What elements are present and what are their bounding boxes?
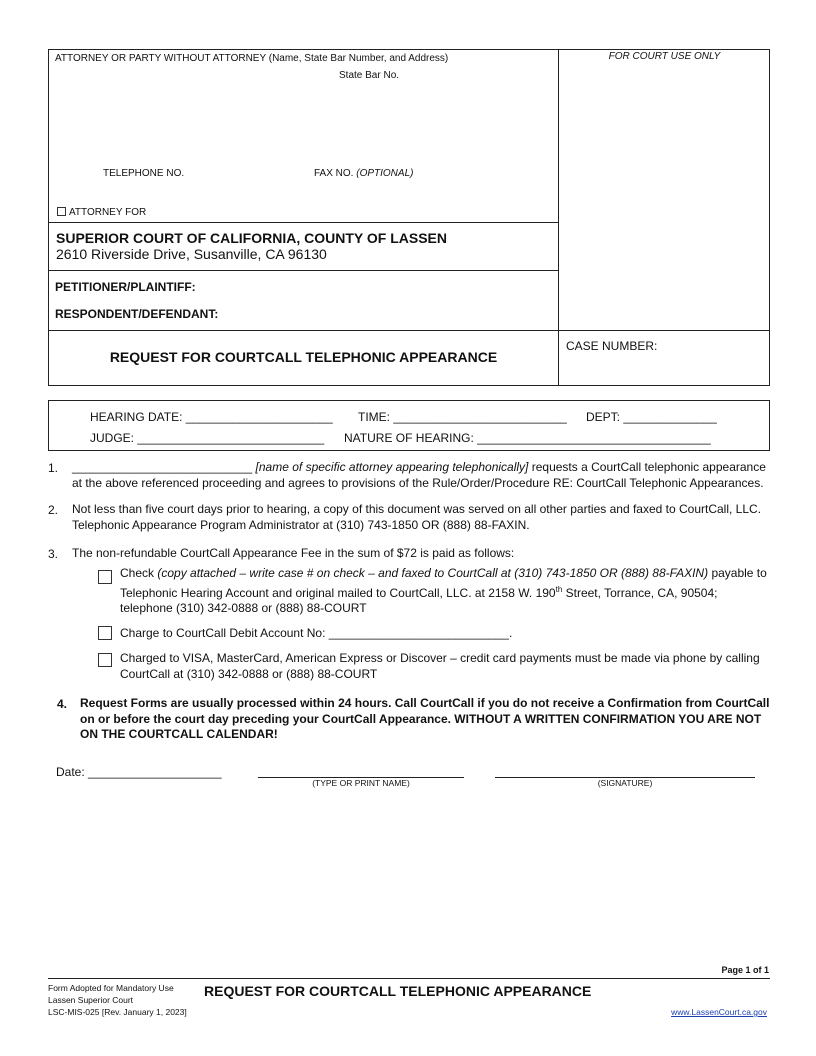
attorney-for-row (57, 207, 146, 218)
form-title: REQUEST FOR COURTCALL TELEPHONIC APPEARANCE (109, 349, 498, 365)
petitioner-label: PETITIONER/PLAINTIFF: (55, 280, 196, 294)
page-number: Page 1 of 1 (721, 965, 769, 975)
check-sup: th (555, 584, 563, 594)
attorney-for-checkbox[interactable] (57, 207, 66, 216)
court-section-bottom (48, 270, 559, 271)
item2-text: Not less than five court days prior to hearing, a copy of this document was served on all other parties and faxed to CourtCall, LLC. Telephonic Appearance Program Administrator at (310) 743-1850 OR (888) 88-FAXIN. (72, 502, 762, 532)
item2-number: 2. (48, 503, 59, 517)
judge-field[interactable]: JUDGE: ____________________________ (90, 431, 325, 445)
attorney-label: ATTORNEY OR PARTY WITHOUT ATTORNEY (Name, State Bar Number, and Address) (55, 53, 449, 64)
fax-optional: (OPTIONAL) (356, 168, 414, 179)
check-lead: Check (120, 566, 155, 580)
footer-form-id: LSC-MIS-025 [Rev. January 1, 2023] (48, 1007, 187, 1017)
item1-italic: [name of specific attorney appearing telephonically] (255, 460, 529, 474)
check-italic: (copy attached – write case # on check – and faxed to CourtCall at (310) 743-1850 OR (888) 88-FAXIN) (157, 566, 709, 580)
footer-website-link[interactable]: www.LassenCourt.ca.gov (671, 1007, 767, 1017)
telephone-label: TELEPHONE NO. (103, 168, 185, 179)
debit-account-checkbox[interactable] (98, 626, 112, 640)
credit-card-text: Charged to VISA, MasterCard, American Express or Discover – credit card payments must be made via phone by calling CourtCall at (310) 342-0888 or (888) 88-COURT (120, 651, 760, 681)
hearing-date-field[interactable]: HEARING DATE: ______________________ (90, 410, 333, 424)
caption-divider (558, 49, 559, 386)
parties-section-bottom (48, 330, 770, 331)
item3-number: 3. (48, 547, 59, 561)
signature-caption: (SIGNATURE) (597, 778, 653, 788)
time-field[interactable]: TIME: __________________________ (358, 410, 567, 424)
name-caption: (TYPE OR PRINT NAME) (312, 778, 410, 788)
check-payment-text (120, 566, 770, 617)
court-name: SUPERIOR COURT OF CALIFORNIA, COUNTY OF LASSEN (56, 230, 447, 246)
date-field[interactable]: Date: ____________________ (56, 765, 222, 779)
attorney-for-label: ATTORNEY FOR (69, 207, 147, 218)
footer-rule (48, 978, 770, 979)
dept-field[interactable]: DEPT: ______________ (586, 410, 717, 424)
fax-label (314, 168, 413, 179)
item4-number: 4. (57, 697, 68, 711)
footer-adopted: Form Adopted for Mandatory Use (48, 983, 174, 993)
item1-number: 1. (48, 461, 59, 475)
footer-court: Lassen Superior Court (48, 995, 134, 1005)
debit-account-text: Charge to CourtCall Debit Account No: ___________________________. (120, 626, 513, 640)
item4-text: Request Forms are usually processed within 24 hours. Call CourtCall if you do not receive a Confirmation from CourtCall on or before the court day preceding your CourtCall Appearance. WITHOUT A WRITTEN CONFIRMATION YOU ARE NOT ON THE COURTCALL CALENDAR! (80, 696, 770, 741)
credit-card-checkbox[interactable] (98, 653, 112, 667)
item3-text: The non-refundable CourtCall Appearance Fee in the sum of $72 is paid as follows: (72, 546, 515, 560)
check-body1: payable to Telephonic Hearing Account and original mailed to CourtCall, LLC. at 2158 W. 190 (120, 566, 767, 600)
check-payment-checkbox[interactable] (98, 570, 112, 584)
fax-label-text: FAX NO. (314, 168, 354, 179)
footer-title: REQUEST FOR COURTCALL TELEPHONIC APPEARANCE (204, 983, 592, 999)
court-address: 2610 Riverside Drive, Susanville, CA 96130 (56, 246, 327, 262)
attorney-section-bottom (48, 222, 559, 223)
caption-box (48, 49, 770, 386)
respondent-label: RESPONDENT/DEFENDANT: (55, 307, 219, 321)
court-use-label: FOR COURT USE ONLY (608, 51, 721, 62)
item1-name-blank[interactable]: ___________________________ (72, 460, 253, 474)
check-body2: Street, Torrance, CA, 90504; telephone (310) 342-0888 or (888) 88-COURT (120, 585, 718, 615)
item1-text (72, 460, 772, 491)
nature-of-hearing-field[interactable]: NATURE OF HEARING: ___________________________________ (344, 431, 711, 445)
item1-body: requests a CourtCall telephonic appearance at the above referenced proceeding and agrees to provisions of the Rule/Order/Procedure RE: CourtCall Telephonic Appearances. (72, 460, 766, 490)
case-number-label: CASE NUMBER: (566, 339, 658, 353)
state-bar-label: State Bar No. (339, 70, 400, 81)
